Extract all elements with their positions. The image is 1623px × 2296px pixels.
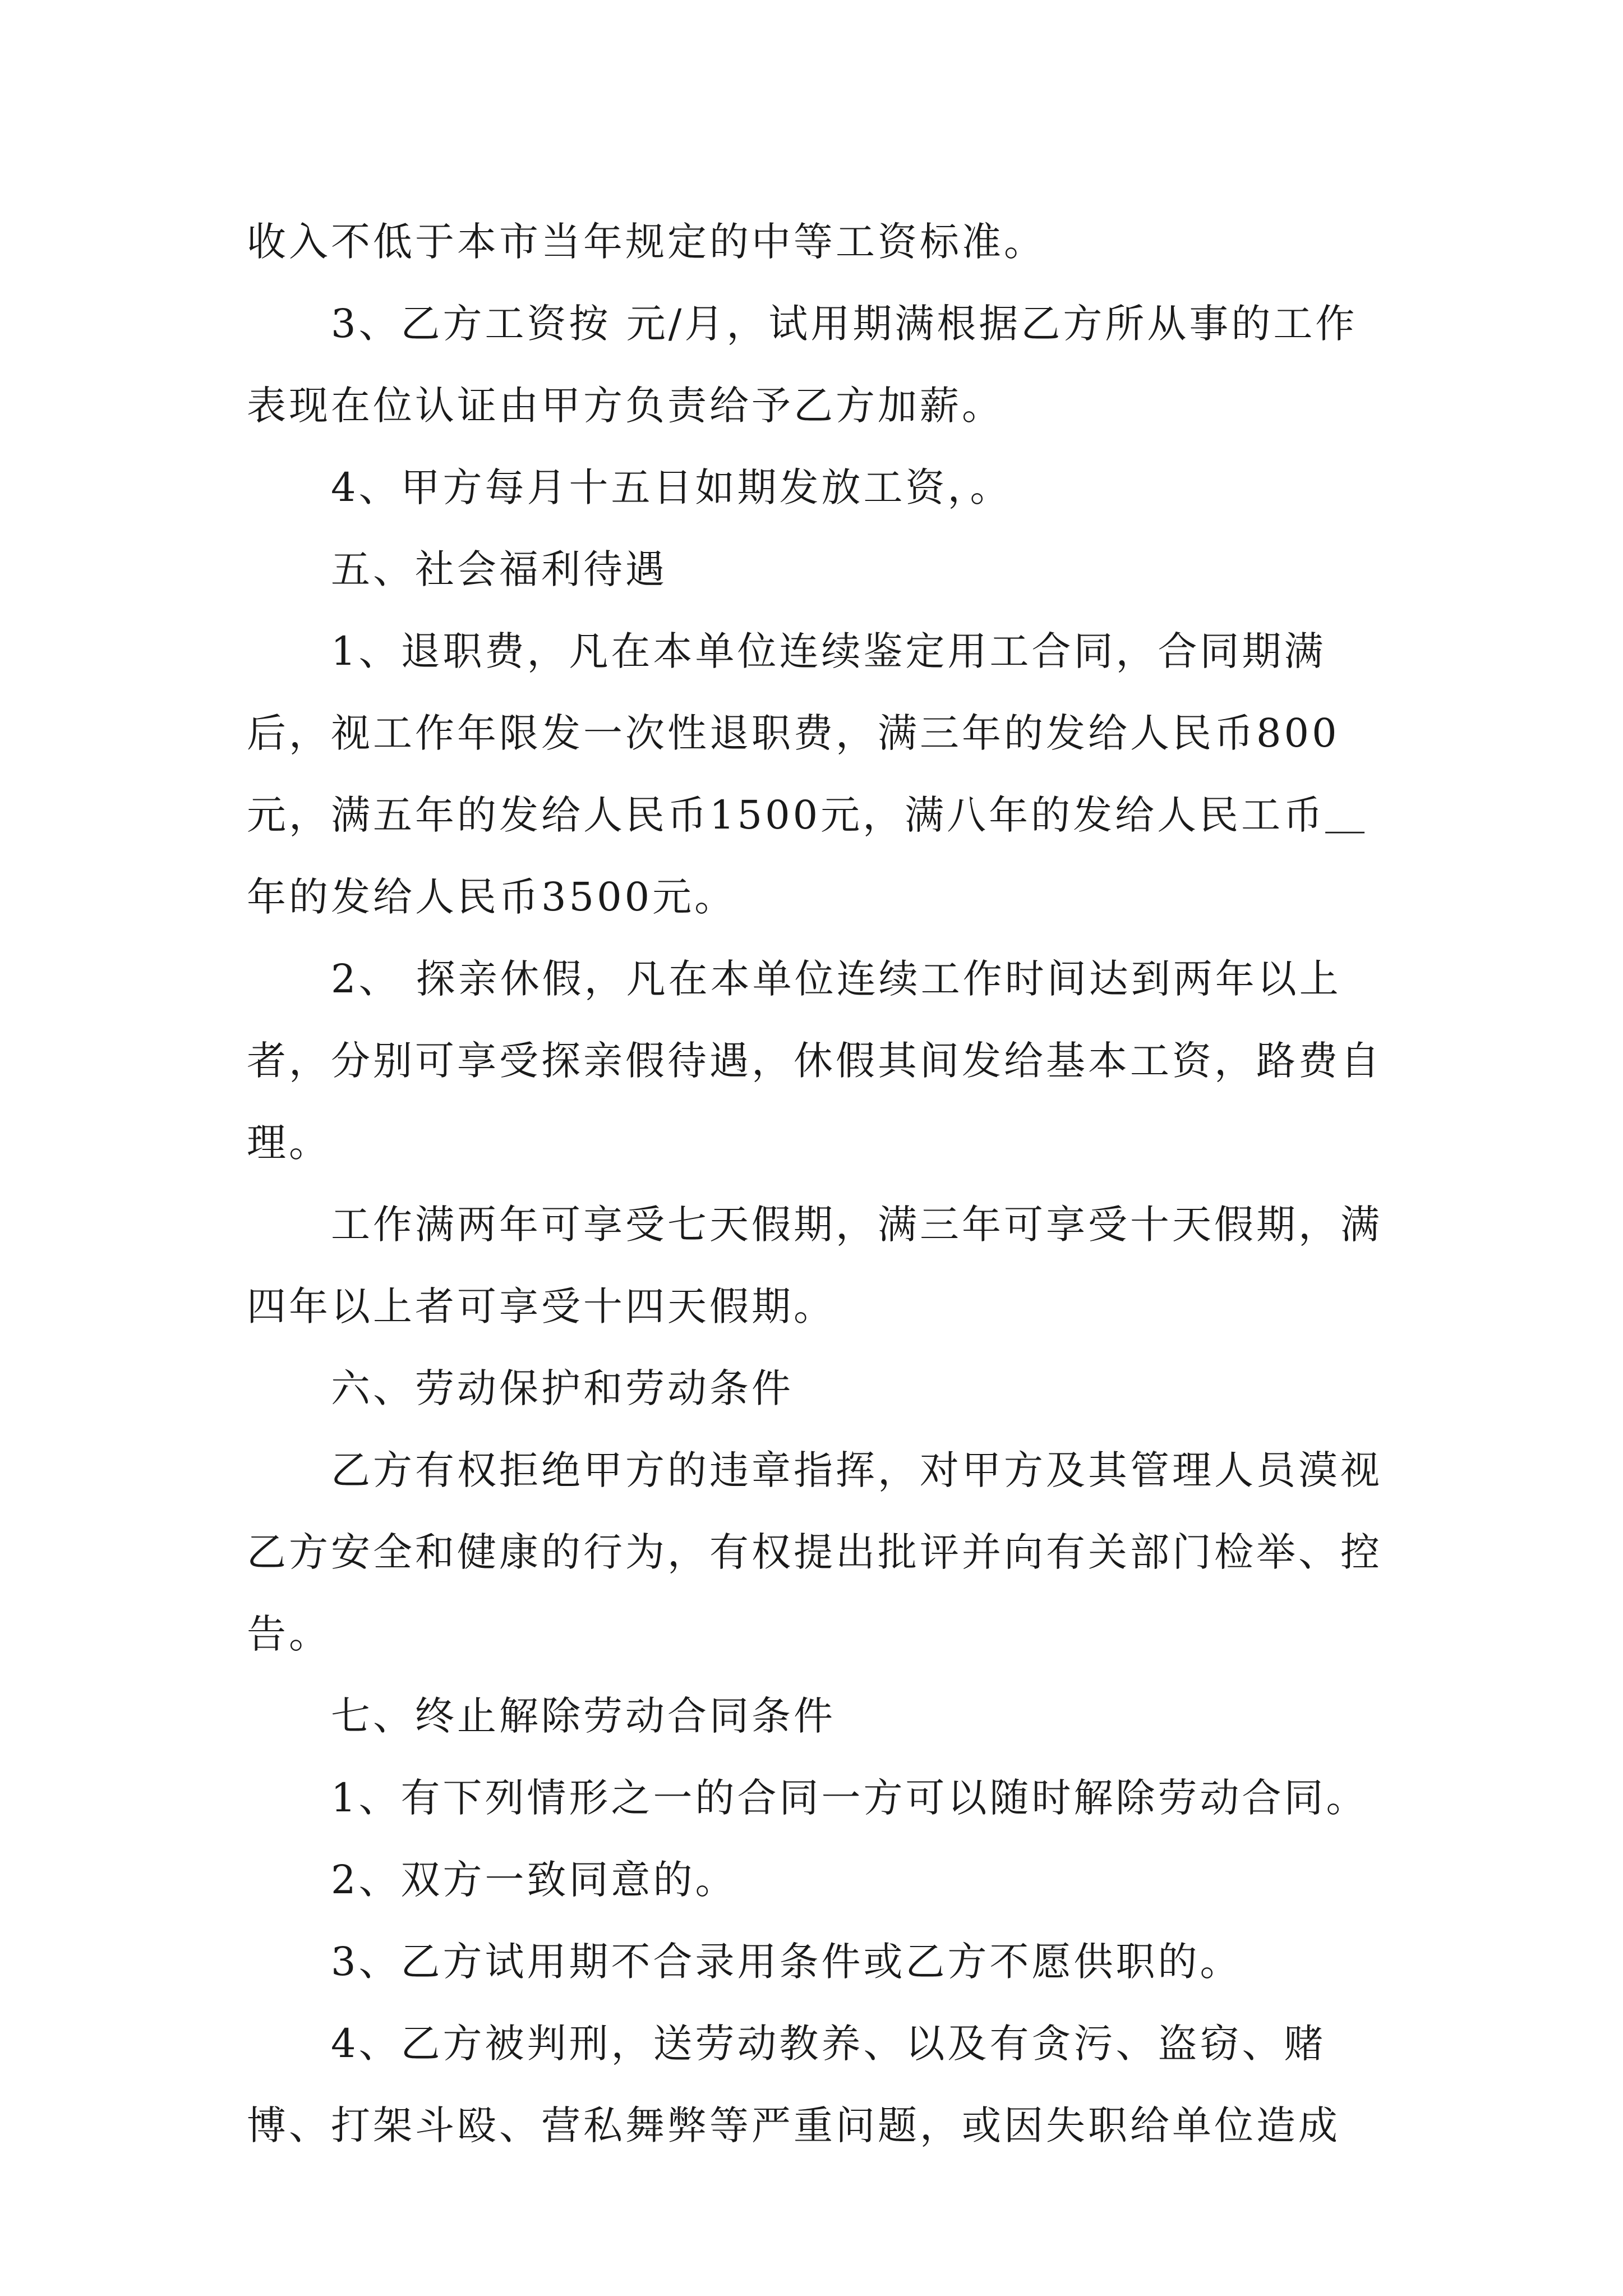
paragraph-clause-5-2: 2、 探亲休假，凡在本单位连续工作时间达到两年以上者，分别可享受探亲假待遇，休假其间发给基本工资，路费自理。 <box>247 956 1382 1166</box>
paragraph-clause-7-3: 3、乙方试用期不合录用条件或乙方不愿供职的。 <box>331 1939 1242 1985</box>
paragraph-clause-7-2: 2、双方一致同意的。 <box>331 1857 737 1903</box>
section-heading-termination: 七、终止解除劳动合同条件 <box>331 1693 836 1739</box>
section-heading-welfare: 五、社会福利待遇 <box>331 546 667 592</box>
paragraph-labor-protection: 乙方有权拒绝甲方的违章指挥，对甲方及其管理人员漠视乙方安全和健康的行为，有权提出批评并向有关部门检举、控告。 <box>247 1447 1382 1657</box>
paragraph-clause-4-4: 4、甲方每月十五日如期发放工资，。 <box>331 464 1012 510</box>
section-heading-labor-protection: 六、劳动保护和劳动条件 <box>331 1365 794 1411</box>
paragraph-leave-periods: 工作满两年可享受七天假期，满三年可享受十天假期，满四年以上者可享受十四天假期。 <box>247 1202 1382 1329</box>
paragraph-clause-4-3: 3、乙方工资按 元/月，试用期满根据乙方所从事的工作表现在位认证由甲方负责给予乙方加薪。 <box>247 301 1358 429</box>
paragraph-clause-7-4: 4、乙方被判刑，送劳动教养、以及有贪污、盗窃、赌博、打架斗殴、营私舞弊等严重问题，或因失职给单位造成 <box>247 2021 1340 2148</box>
document-body <box>247 201 1385 2166</box>
paragraph-continuation: 收入不低于本市当年规定的中等工资标准。 <box>247 219 1046 265</box>
paragraph-clause-7-1: 1、有下列情形之一的合同一方可以随时解除劳动合同。 <box>331 1775 1368 1821</box>
paragraph-clause-5-1: 1、退职费，凡在本单位连续鉴定用工合同，合同期满后，视工作年限发一次性退职费，满三年的发给人民币800元，满五年的发给人民币1500元，满八年的发给人民工币＿年的发给人民币3500元。 <box>247 628 1368 920</box>
